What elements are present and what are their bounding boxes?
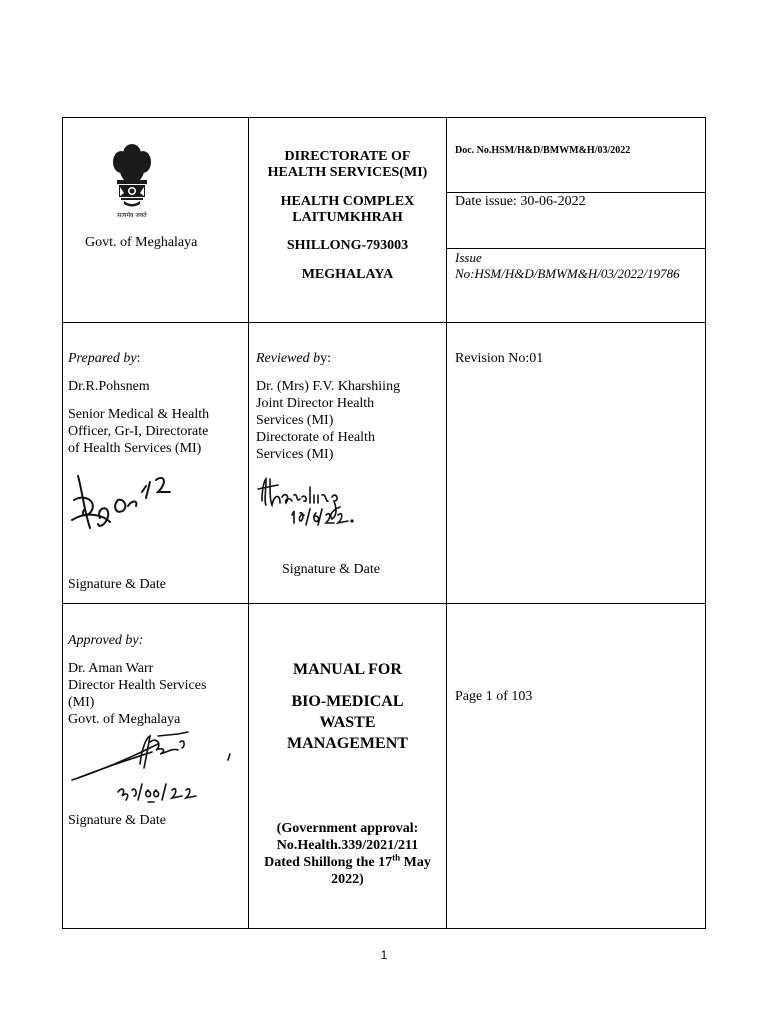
page-number: 1 xyxy=(380,948,388,962)
prepared-by-signature xyxy=(70,470,180,538)
emblem-caption: सत्यमेव जयते xyxy=(117,212,147,219)
prepared-by-name: Dr.R.Pohsnem xyxy=(68,379,150,394)
government-approval: No.Health.339/2021/211 xyxy=(276,838,419,853)
org-line: MEGHALAYA xyxy=(301,267,394,282)
government-approval: 2022) xyxy=(331,872,364,887)
reviewed-by-signature xyxy=(256,475,366,527)
approved-by-designation: (MI) xyxy=(68,695,95,710)
reviewed-by-designation: Joint Director Health xyxy=(256,396,375,411)
reviewed-by-designation: Services (MI) xyxy=(256,447,334,462)
manual-title: MANUAL FOR xyxy=(293,661,402,678)
table-divider xyxy=(62,603,706,604)
table-divider xyxy=(62,322,706,323)
manual-title: BIO-MEDICAL xyxy=(291,693,404,710)
approved-by-designation: Director Health Services xyxy=(68,678,207,693)
approval-date-suffix: th xyxy=(392,852,401,863)
approval-date-month: May xyxy=(400,855,431,870)
reviewed-by-label-tail: y: xyxy=(320,351,332,366)
prepared-by-signature-label: Signature & Date xyxy=(68,577,166,592)
govt-label: Govt. of Meghalaya xyxy=(85,235,198,250)
approval-date-text: Dated Shillong the 17 xyxy=(264,855,393,870)
org-line: SHILLONG-793003 xyxy=(286,238,409,253)
org-line: LAITUMKHRAH xyxy=(292,210,403,225)
approved-by-designation: Govt. of Meghalaya xyxy=(68,712,181,727)
date-issue: Date issue: 30-06-2022 xyxy=(455,194,586,209)
prepared-by-heading xyxy=(68,350,140,367)
issue-label: Issue xyxy=(455,250,482,265)
approved-by-name: Dr. Aman Warr xyxy=(68,661,154,676)
page-count: Page 1 of 103 xyxy=(455,689,533,704)
reviewed-by-label: Reviewed b xyxy=(256,351,321,366)
approved-by-label: Approved by: xyxy=(68,633,144,648)
approved-by-signature-label: Signature & Date xyxy=(68,813,166,828)
reviewed-by-name: Dr. (Mrs) F.V. Kharshiing xyxy=(256,379,401,394)
manual-title: MANAGEMENT xyxy=(287,735,408,752)
reviewed-by-heading xyxy=(256,350,331,367)
reviewed-by-signature-label: Signature & Date xyxy=(282,562,380,577)
government-approval-date xyxy=(249,854,446,871)
prepared-by-colon: : xyxy=(136,351,141,366)
prepared-by-designation: Senior Medical & Health xyxy=(68,407,210,422)
government-approval: (Government approval: xyxy=(276,821,419,836)
reviewed-by-designation: Directorate of Health xyxy=(256,430,375,445)
prepared-by-label: Prepared by xyxy=(68,351,137,366)
approved-by-signature xyxy=(68,728,233,804)
doc-number: Doc. No.HSM/H&D/BMWM&H/03/2022 xyxy=(455,145,631,156)
table-divider xyxy=(446,117,447,929)
reviewed-by-designation: Services (MI) xyxy=(256,413,334,428)
issue-number: No:HSM/H&D/BMWM&H/03/2022/19786 xyxy=(455,266,680,281)
prepared-by-designation: of Health Services (MI) xyxy=(68,441,202,456)
org-line: DIRECTORATE OF xyxy=(284,149,411,164)
revision-number: Revision No:01 xyxy=(455,351,544,366)
org-line: HEALTH SERVICES(MI) xyxy=(267,165,428,180)
prepared-by-designation: Officer, Gr-I, Directorate xyxy=(68,424,209,439)
org-line: HEALTH COMPLEX xyxy=(280,194,415,209)
table-divider xyxy=(446,248,706,249)
manual-title: WASTE xyxy=(319,714,376,731)
